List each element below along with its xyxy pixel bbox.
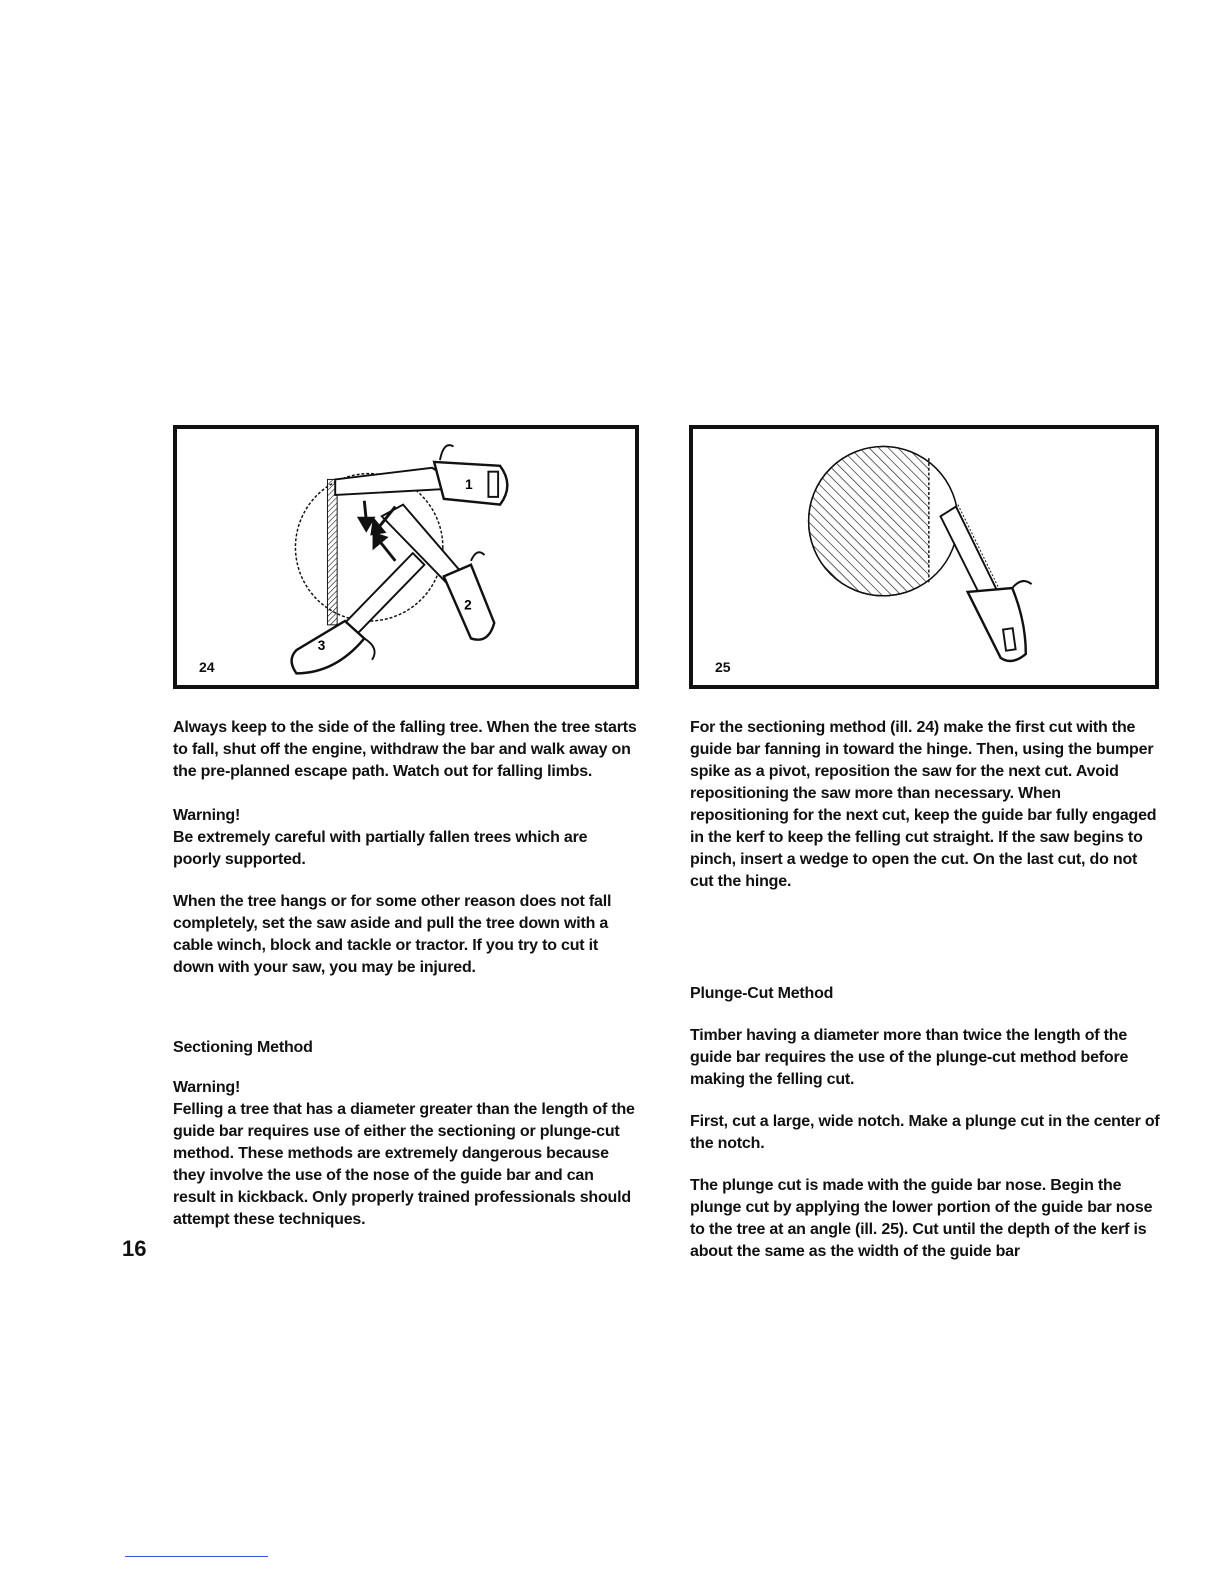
plunge-saw bbox=[940, 505, 1031, 661]
figure-24-illustration bbox=[177, 429, 635, 685]
warning-title: Warning! bbox=[173, 807, 241, 824]
section-heading-plunge-cut: Plunge-Cut Method bbox=[690, 985, 834, 1002]
figure-number: 25 bbox=[715, 659, 731, 675]
paragraph-hanging-tree: When the tree hangs or for some other reason does not fall completely, set the saw aside and pull the tree down with a cable winch, block and tackle or tractor. If you try to cut it down with your saw, you may be injured. bbox=[173, 893, 612, 976]
figure-25-illustration bbox=[693, 429, 1155, 685]
right-column bbox=[690, 717, 1160, 1263]
section-heading-sectioning: Sectioning Method bbox=[173, 1039, 313, 1056]
figure-24 bbox=[173, 425, 639, 689]
saw-label-3: 3 bbox=[317, 638, 326, 654]
paragraph-sectioning: For the sectioning method (ill. 24) make the first cut with the guide bar fanning in toward the hinge. Then, using the bumper spike as a pivot, reposition the saw for the next cut. Avoid repositioning the saw more than necessary. When repositioning for the next cut, keep the guide bar fully engaged in the kerf to keep the felling cut straight. If the saw begins to pinch, insert a wedge to open the cut. On the last cut, do not cut the hinge. bbox=[690, 719, 1157, 890]
warning-text: Felling a tree that has a diameter greater than the length of the guide bar requires use of either the sectioning or plunge-cut method. These methods are extremely dangerous because they involve the use of the nose of the guide bar and can result in kickback. Only properly trained professionals should attempt these techniques. bbox=[173, 1101, 635, 1228]
paragraph-plunge-intro: Timber having a diameter more than twice the length of the guide bar requires the use of the plunge-cut method before making the felling cut. bbox=[690, 1027, 1129, 1088]
paragraph-plunge-nose: The plunge cut is made with the guide bar nose. Begin the plunge cut by applying the lower portion of the guide bar nose to the tree at an angle (ill. 25). Cut until the depth of the kerf is about the same as the width of the guide bar bbox=[690, 1177, 1153, 1260]
paragraph-plunge-notch: First, cut a large, wide notch. Make a plunge cut in the center of the notch. bbox=[690, 1113, 1160, 1152]
warning-title: Warning! bbox=[173, 1079, 241, 1096]
saw-label-2: 2 bbox=[464, 597, 472, 613]
figure-number: 24 bbox=[199, 659, 215, 675]
warning-text: Be extremely careful with partially fallen trees which are poorly supported. bbox=[173, 829, 588, 868]
paragraph-falling-tree: Always keep to the side of the falling tree. When the tree starts to fall, shut off the engine, withdraw the bar and walk away on the pre-planned escape path. Watch out for falling limbs. bbox=[173, 719, 637, 780]
page-number: 16 bbox=[122, 1236, 147, 1261]
footer-rule bbox=[125, 1556, 268, 1557]
saw-label-1: 1 bbox=[465, 477, 473, 493]
left-column bbox=[173, 717, 639, 1231]
figure-25 bbox=[689, 425, 1159, 689]
